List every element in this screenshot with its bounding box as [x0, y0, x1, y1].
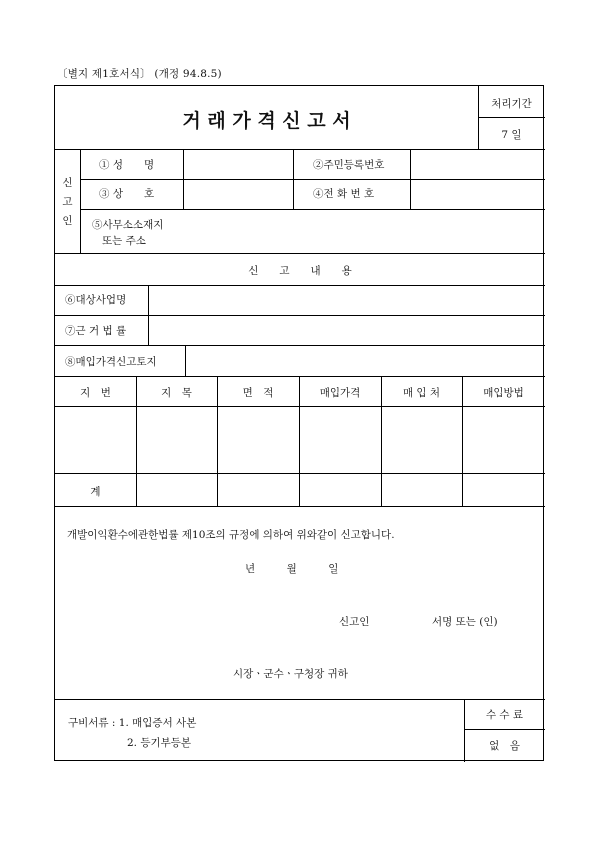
divider: [55, 473, 545, 474]
phone-label: ④전 화 번 호: [313, 188, 375, 200]
form-title: 거 래 가 격 신 고 서: [182, 110, 351, 132]
address-field[interactable]: [184, 210, 544, 252]
business-name-label: ③ 상 호: [99, 188, 155, 200]
reporter-signature-label: 신고인: [339, 616, 370, 628]
table-header-area: 면 적: [242, 387, 274, 399]
signature-or-seal[interactable]: 서명 또는 (인): [432, 616, 498, 628]
report-form: [54, 85, 544, 761]
divider: [55, 253, 545, 254]
rrn-label: ②주민등록번호: [313, 159, 385, 171]
table-header-purchase-method: 매입방법: [483, 387, 524, 399]
phone-field[interactable]: [411, 180, 544, 208]
fee-value: 없 음: [489, 740, 520, 752]
table-header-lot-number: 지 번: [80, 387, 111, 399]
report-contents-header: 신 고 내 용: [248, 265, 352, 277]
table-header-land-category: 지 목: [161, 387, 192, 399]
divider: [80, 149, 81, 253]
divider: [464, 729, 545, 730]
name-label: ① 성 명: [99, 159, 155, 171]
form-reference: 〔별지 제1호서식〕 (개정 94.8.5): [57, 68, 222, 80]
project-name-field[interactable]: [149, 286, 544, 314]
divider: [55, 699, 545, 700]
addressee: 시장ㆍ군수ㆍ구청장 귀하: [233, 668, 348, 680]
divider: [185, 345, 186, 376]
divider: [478, 117, 545, 118]
divider: [55, 506, 545, 507]
name-field[interactable]: [184, 150, 292, 178]
address-label-2: 또는 주소: [102, 235, 146, 247]
processing-period-label: 처리기간: [491, 98, 532, 110]
table-header-purchase-price: 매입가격: [319, 387, 361, 399]
declaration-statement: 개발이익환수에관한법률 제10조의 규정에 의하여 위와같이 신고합니다.: [67, 529, 395, 541]
required-documents: 구비서류 : 1. 매입증서 사본: [68, 717, 197, 729]
project-name-label: ⑥대상사업명: [65, 294, 127, 306]
date-line: 년 월 일: [245, 563, 339, 575]
table-header-seller: 매 입 처: [402, 387, 441, 399]
reported-land-label: ⑧매입가격신고토지: [65, 356, 157, 368]
table-total-label: 계: [90, 486, 101, 498]
fee-label: 수 수 료: [485, 709, 524, 721]
business-name-field[interactable]: [184, 180, 292, 208]
required-documents-item-2: 2. 등기부등본: [127, 737, 192, 749]
divider: [55, 376, 545, 377]
reporter-side-label: 신 고 인: [62, 177, 73, 227]
legal-basis-field[interactable]: [149, 316, 544, 344]
rrn-field[interactable]: [411, 150, 544, 178]
divider: [55, 345, 545, 346]
processing-period-value: 7 일: [501, 129, 522, 141]
table-row[interactable]: [56, 407, 544, 472]
legal-basis-label: ⑦근 거 법 률: [65, 325, 127, 337]
address-label: ⑤사무소소재지: [92, 219, 164, 231]
